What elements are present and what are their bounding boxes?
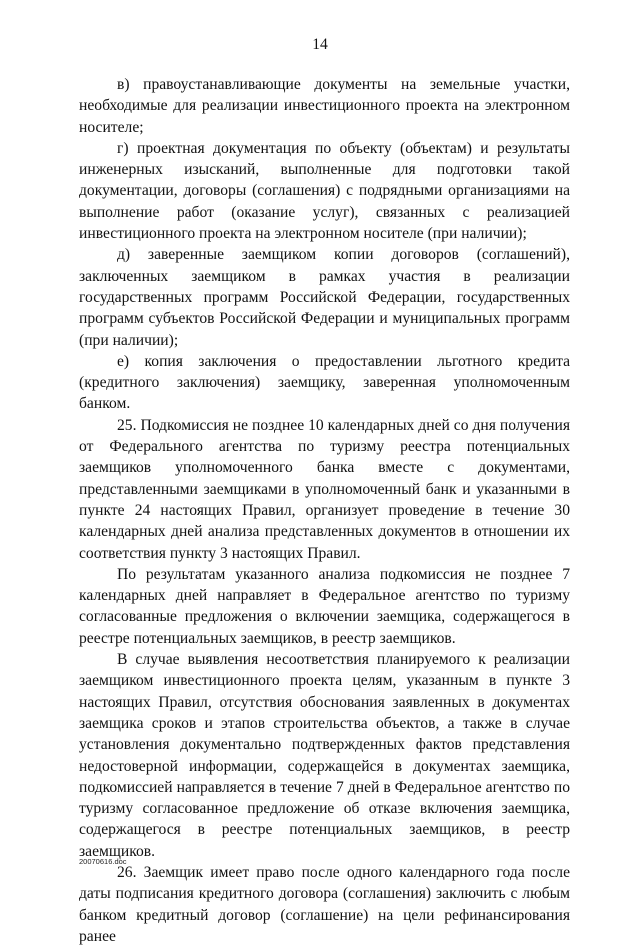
paragraph-item-v: в) правоустанавливающие документы на земельные участки, необходимые для реализации инвестиционного проекта на электронном носителе; (79, 76, 570, 136)
paragraph-clause-26: 26. Заемщик имеет право после одного календарного года после даты подписания кредитного договора (соглашения) заключить с любым банком кредитный договор (соглашение) на цели рефинансирования ранее (79, 863, 570, 945)
paragraph-item-e: е) копия заключения о предоставлении льготного кредита (кредитного заключения) заемщику, заверенная уполномоченным банком. (79, 352, 570, 413)
paragraph-nonconformity-case: В случае выявления несоответствия планируемого к реализации заемщиком инвестиционного проекта целям, указанным в пункте 3 настоящих Правил, отсутствия обоснования заявленных в документах заемщика сроков и этапов строительства объектов, а также в случае установления документально подтвержденных фактов представления недостоверной информации, содержащейся в документах заемщика, подкомиссией направляется в течение 7 дней в Федеральное агентство по туризму согласованное предложение об отказе включения заемщика, содержащегося в реестре потенциальных заемщиков, в реестр заемщиков. (79, 651, 570, 860)
footer-filename: 20070616.doc (79, 857, 127, 866)
page-number: 14 (312, 36, 328, 53)
paragraph-item-d: д) заверенные заемщиком копии договоров (соглашений), заключенных заемщиком в рамках участия в реализации государственных программ Российской Федерации, государственных программ субъектов Российской Федерации и муниципальных программ (при наличии); (79, 246, 570, 349)
paragraph-item-g: г) проектная документация по объекту (объектам) и результаты инженерных изысканий, выполненные для подготовки такой документации, договоры (соглашения) с подрядными организациями на выполнение работ (оказание услуг), связанных с реализацией инвестиционного проекта на электронном носителе (при наличии); (79, 139, 570, 243)
document-body (79, 74, 570, 947)
paragraph-clause-25: 25. Подкомиссия не позднее 10 календарных дней со дня получения от Федерального агентства по туризму реестра потенциальных заемщиков уполномоченного банка вместе с документами, представленными заемщиками в уполномоченный банк и указанными в пункте 24 настоящих Правил, организует проведение в течение 30 календарных дней анализа представленных документов в отношении их соответствия пункту 3 настоящих Правил. (79, 416, 570, 562)
paragraph-analysis-results: По результатам указанного анализа подкомиссия не позднее 7 календарных дней направляет в Федеральное агентство по туризму согласованные предложения о включении заемщика, содержащегося в реестре потенциальных заемщиков, в реестр заемщиков. (79, 565, 570, 647)
